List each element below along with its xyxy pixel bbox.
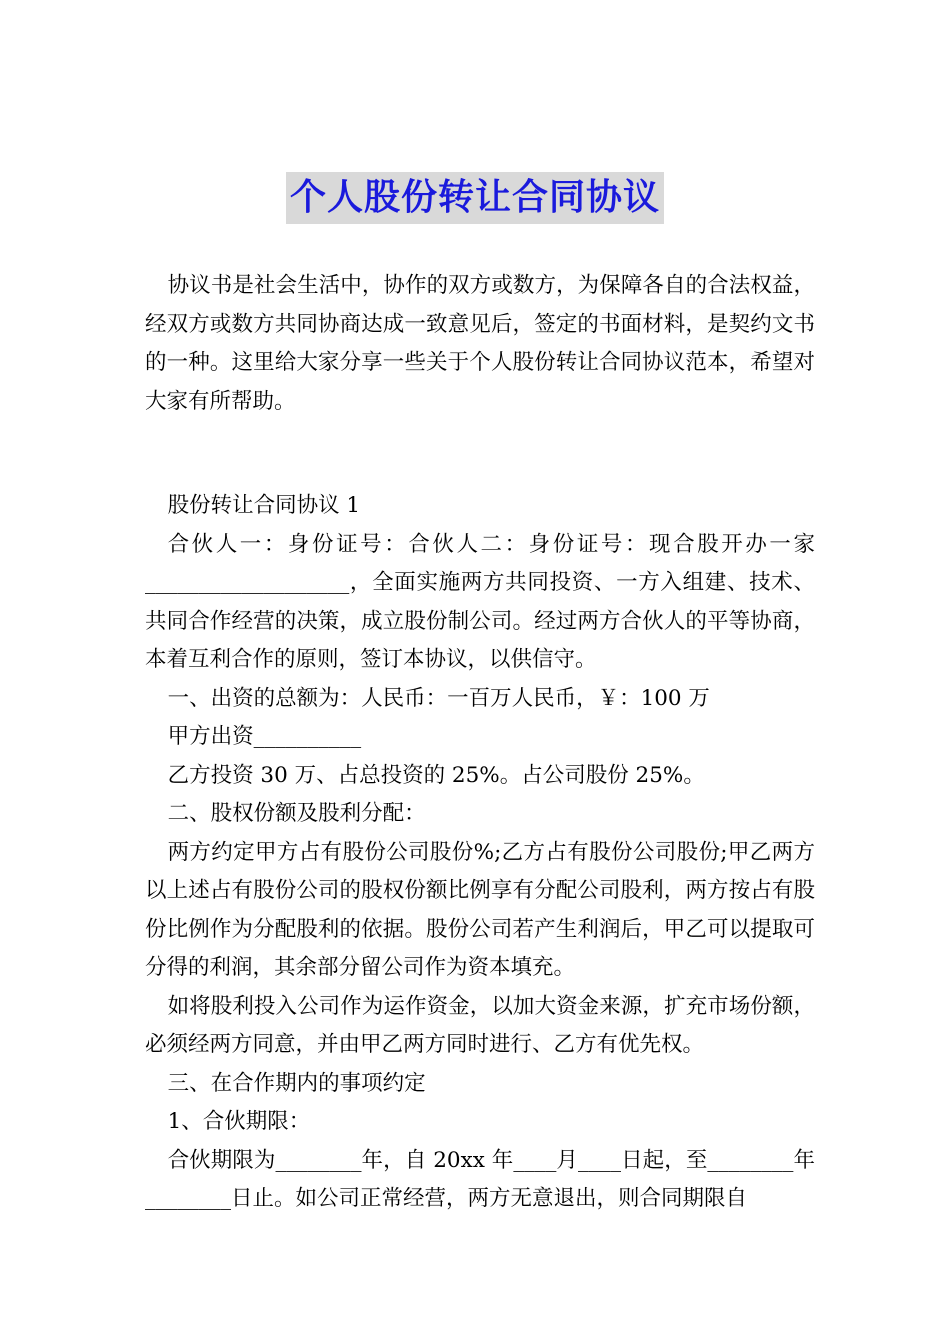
title-container (0, 172, 950, 224)
term-subheading: 1、合伙期限： (167, 1109, 311, 1134)
dividend-paragraph: 如将股利投入公司作为运作资金，以加大资金来源，扩充市场份额，必须经两方同意，并由甲乙两方同时进行、乙方有优先权。 (145, 993, 815, 1057)
party-a-investment: 甲方出资__________ (167, 724, 362, 749)
section-heading: 股份转让合同协议 1 (167, 493, 361, 518)
clause-matters-heading: 三、在合作期内的事项约定 (167, 1070, 426, 1096)
agreement-body (145, 487, 815, 1219)
clause-equity-heading: 二、股权份额及股利分配： (167, 801, 426, 826)
equity-paragraph: 两方约定甲方占有股份公司股份%;乙方占有股份公司股份;甲乙两方以上述占有股份公司的股权份额比例享有分配公司股利，两方按占有股份比例作为分配股利的依据。股份公司若产生利润后，甲乙可以提取可分得的利润，其余部分留公司作为资本填充。 (145, 839, 815, 980)
intro-section (145, 267, 815, 421)
term-paragraph: 合伙期限为________年，自 20xx 年____月____日起，至________年________日止。如公司正常经营，两方无意退出，则合同期限自 (145, 1147, 815, 1211)
intro-paragraph: 协议书是社会生活中，协作的双方或数方，为保障各自的合法权益，经双方或数方共同协商达成一致意见后，签定的书面材料，是契约文书的一种。这里给大家分享一些关于个人股份转让合同协议范本，希望对大家有所帮助。 (145, 273, 815, 414)
document-title: 个人股份转让合同协议 (286, 172, 664, 224)
clause-total-investment: 一、出资的总额为：人民币：一百万人民币，￥：100 万 (167, 685, 710, 711)
partners-paragraph: 合伙人一：身份证号：合伙人二：身份证号：现合股开办一家___________________，全面实施两方共同投资、一方入组建、技术、共同合作经营的决策，成立股份制公司。经过两方合伙人的平等协商，本着互利合作的原则，签订本协议，以供信守。 (145, 531, 815, 672)
party-b-investment: 乙方投资 30 万、占总投资的 25%。占公司股份 25%。 (167, 762, 705, 788)
